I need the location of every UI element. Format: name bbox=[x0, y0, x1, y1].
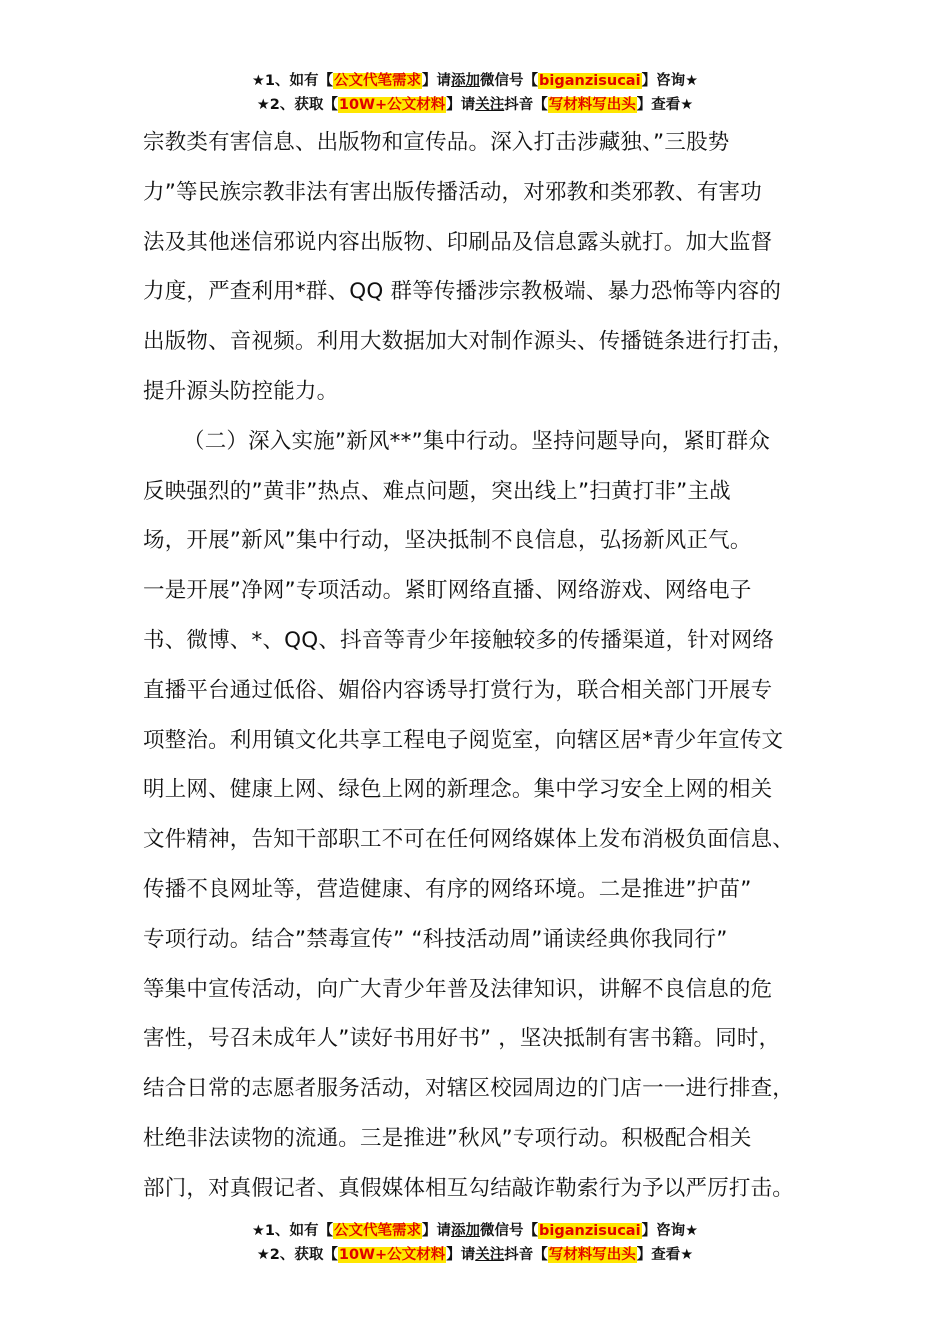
body-line: 力度，严查利用*群、QQ 群等传播涉宗教极端、暴力恐怖等内容的 bbox=[143, 279, 782, 305]
body-line: 一是开展”净网”专项活动。紧盯网络直播、网络游戏、网络电子 bbox=[143, 578, 752, 604]
body-line: 项整治。利用镇文化共享工程电子阅览室，向辖区居*青少年宣传文 bbox=[143, 727, 784, 753]
body-line: 直播平台通过低俗、媚俗内容诱导打赏行为，联合相关部门开展专 bbox=[143, 677, 773, 703]
banner-text: 】请 bbox=[422, 1223, 452, 1239]
banner-emphasis: 添加 bbox=[451, 73, 481, 89]
banner-line-2 bbox=[0, 1244, 950, 1268]
body-line: 害性，号召未成年人”读好书用好书” ，坚决抵制有害书籍。同时， bbox=[143, 1026, 781, 1052]
header-banner bbox=[0, 70, 950, 118]
banner-highlight: 10W+公文材料 bbox=[338, 1247, 446, 1263]
banner-text: ★2、获取【 bbox=[256, 1247, 338, 1263]
banner-text: ★1、如有【 bbox=[251, 1223, 334, 1239]
body-line: 杜绝非法读物的流通。三是推进”秋风”专项行动。积极配合相关 bbox=[143, 1125, 752, 1151]
body-line: 专项行动。结合”禁毒宣传” “科技活动周”诵读经典你我同行” bbox=[143, 926, 728, 952]
banner-text: 】咨询★ bbox=[641, 73, 699, 89]
body-line: 提升源头防控能力。 bbox=[143, 378, 339, 404]
body-line: 出版物、音视频。利用大数据加大对制作源头、传播链条进行打击， bbox=[143, 329, 795, 355]
body-line: 宗教类有害信息、出版物和宣传品。深入打击涉藏独、”三股势 bbox=[143, 130, 730, 155]
banner-text: ★2、获取【 bbox=[256, 97, 338, 113]
banner-highlight: 10W+公文材料 bbox=[338, 97, 446, 113]
banner-text: 】查看★ bbox=[636, 1247, 694, 1263]
body-line: 部门，对真假记者、真假媒体相互勾结敲诈勒索行为予以严厉打击。 bbox=[143, 1175, 795, 1201]
banner-highlight: biganzisucai bbox=[539, 73, 641, 89]
banner-highlight: 公文代笔需求 bbox=[334, 73, 422, 89]
banner-text: 微信号【 bbox=[480, 73, 539, 89]
body-line: 等集中宣传活动，向广大青少年普及法律知识，讲解不良信息的危 bbox=[143, 976, 773, 1002]
banner-line-1 bbox=[0, 70, 950, 94]
banner-text: 抖音【 bbox=[504, 97, 548, 113]
banner-text: 】查看★ bbox=[636, 97, 694, 113]
banner-highlight: 写材料写出头 bbox=[548, 97, 636, 113]
banner-highlight: 写材料写出头 bbox=[548, 1247, 636, 1263]
document-body bbox=[143, 118, 833, 1214]
banner-text: 】请 bbox=[446, 97, 476, 113]
banner-line-1 bbox=[0, 1220, 950, 1244]
banner-text: 微信号【 bbox=[480, 1223, 539, 1239]
body-line: 反映强烈的”黄非”热点、难点问题，突出线上”扫黄打非”主战 bbox=[143, 478, 731, 504]
body-line: 法及其他迷信邪说内容出版物、印刷品及信息露头就打。加大监督 bbox=[143, 229, 773, 255]
banner-text: 抖音【 bbox=[504, 1247, 548, 1263]
banner-text: ★1、如有【 bbox=[251, 73, 334, 89]
body-line: 结合日常的志愿者服务活动，对辖区校园周边的门店一一进行排查， bbox=[143, 1076, 795, 1102]
banner-emphasis: 关注 bbox=[475, 97, 505, 113]
body-line: 书、微博、*、QQ、抖音等青少年接触较多的传播渠道，针对网络 bbox=[143, 627, 775, 653]
banner-line-2 bbox=[0, 94, 950, 118]
banner-text: 】请 bbox=[446, 1247, 476, 1263]
body-line: 文件精神，告知干部职工不可在任何网络媒体上发布消极负面信息、 bbox=[143, 827, 795, 853]
body-line: 力”等民族宗教非法有害出版传播活动，对邪教和类邪教、有害功 bbox=[143, 179, 762, 205]
banner-highlight: biganzisucai bbox=[539, 1223, 641, 1239]
banner-highlight: 公文代笔需求 bbox=[334, 1223, 422, 1239]
body-line: 明上网、健康上网、绿色上网的新理念。集中学习安全上网的相关 bbox=[143, 777, 773, 803]
banner-emphasis: 添加 bbox=[451, 1223, 481, 1239]
banner-emphasis: 关注 bbox=[475, 1247, 505, 1263]
body-line: （二）深入实施”新风**”集中行动。坚持问题导向，紧盯群众 bbox=[183, 428, 771, 454]
banner-text: 】咨询★ bbox=[641, 1223, 699, 1239]
banner-text: 】请 bbox=[422, 73, 452, 89]
body-line: 场，开展”新风”集中行动，坚决抵制不良信息，弘扬新风正气。 bbox=[143, 528, 752, 554]
body-line: 传播不良网址等，营造健康、有序的网络环境。二是推进”护苗” bbox=[143, 876, 752, 902]
footer-banner bbox=[0, 1220, 950, 1268]
